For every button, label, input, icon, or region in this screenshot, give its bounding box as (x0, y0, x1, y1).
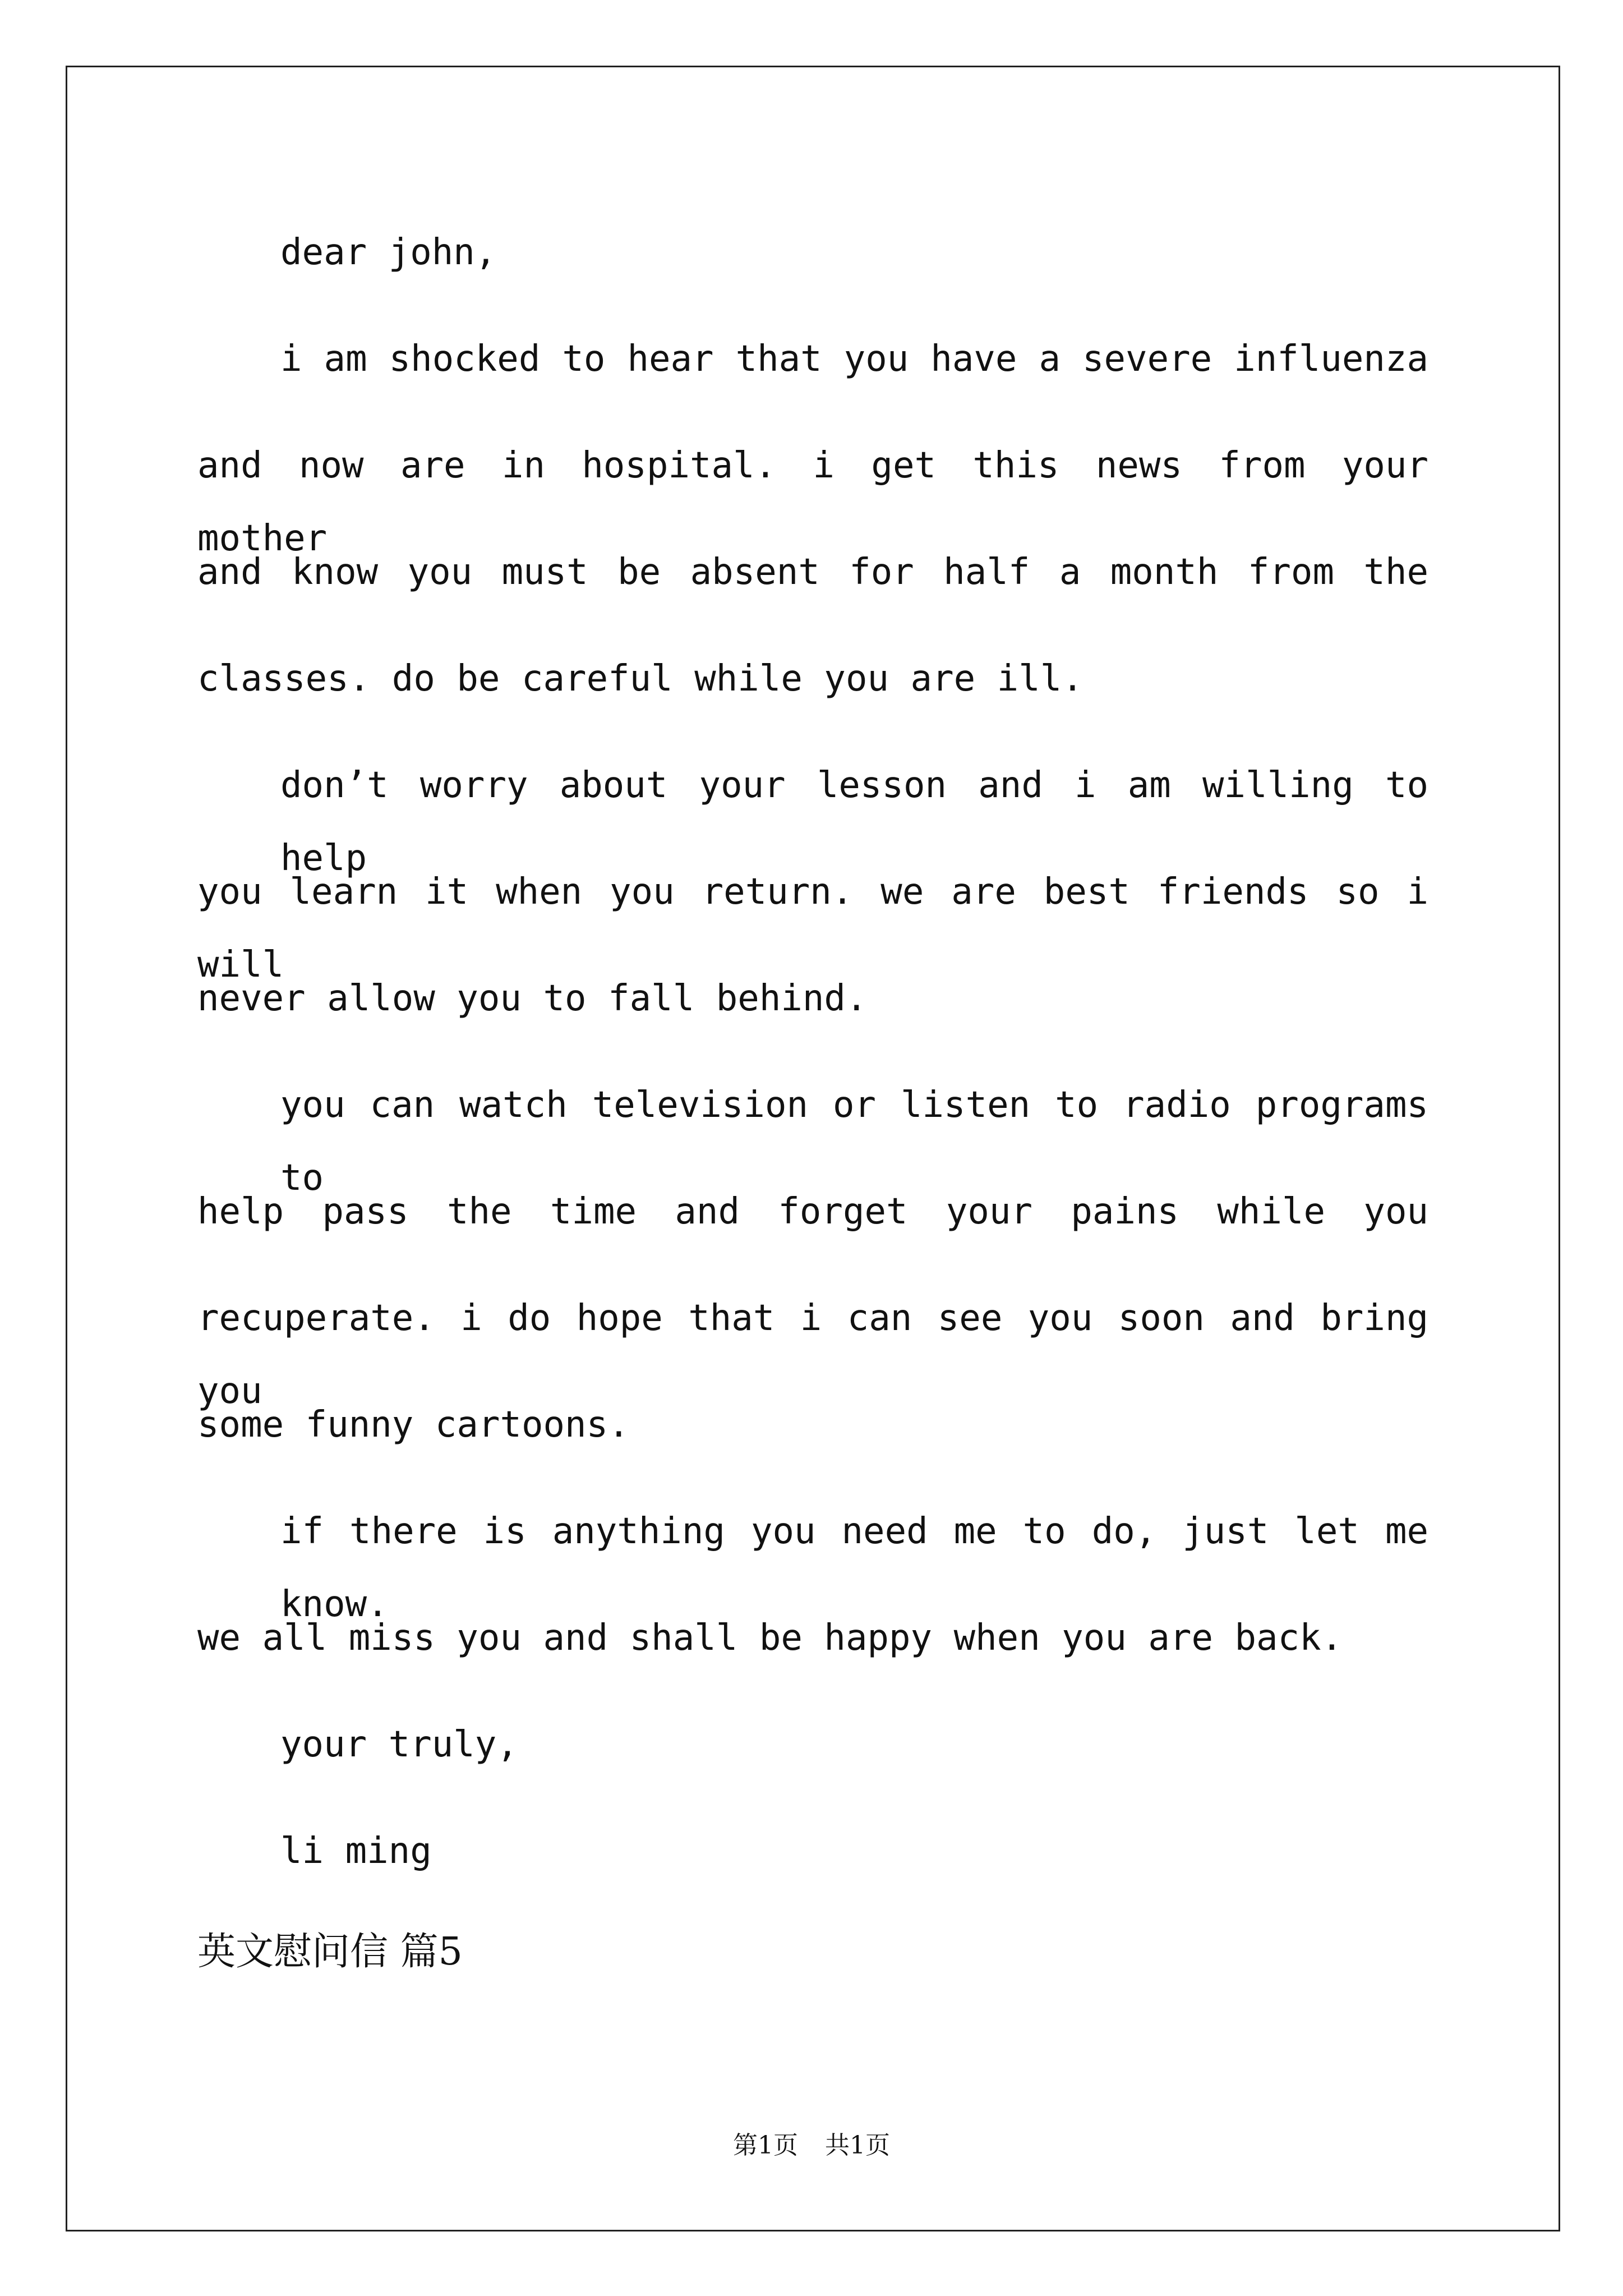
salutation-line: dear john, (280, 232, 497, 273)
letter-line: i am shocked to hear that you have a severe influenza (280, 338, 1428, 380)
letter-line: and now are in hospital. i get this news from your mother (197, 445, 1428, 559)
letter-line: you learn it when you return. we are best friends so i will (197, 871, 1428, 986)
letter-line: help pass the time and forget your pains while you (197, 1191, 1428, 1232)
closing-line: your truly, (280, 1724, 518, 1765)
letter-line: don’t worry about your lesson and i am willing to help (280, 765, 1428, 879)
page-footer (0, 2129, 1623, 2162)
letter-line: you can watch television or listen to radio programs to (280, 1084, 1428, 1199)
page-number-total: 共1页 (825, 2131, 890, 2160)
letter-line: classes. do be careful while you are ill. (197, 658, 1083, 700)
letter-body (197, 216, 1428, 1921)
letter-line: if there is anything you need me to do, just let me know. (280, 1511, 1428, 1625)
letter-line: and know you must be absent for half a month from the (197, 551, 1428, 593)
signature-line: li ming (280, 1830, 432, 1872)
page-number-current: 第1页 (733, 2131, 798, 2160)
letter-line: some funny cartoons. (197, 1404, 630, 1446)
letter-line: never allow you to fall behind. (197, 978, 868, 1019)
section-heading: 英文慰问信 篇5 (197, 1930, 463, 1974)
letter-line: recuperate. i do hope that i can see you soon and bring you (197, 1297, 1428, 1412)
letter-line: we all miss you and shall be happy when you are back. (197, 1617, 1343, 1659)
